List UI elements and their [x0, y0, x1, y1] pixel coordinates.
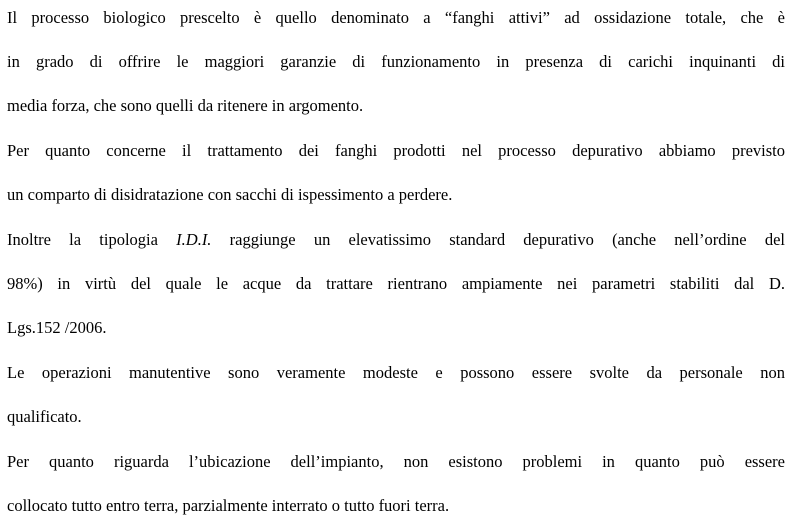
paragraph-4-line-2: qualificato.	[7, 407, 82, 426]
paragraph-2-line-1: Per quanto concerne il trattamento dei fanghi prodotti nel processo depurativo abbiamo previsto	[7, 141, 785, 160]
paragraph-1-line-3: media forza, che sono quelli da ritenere in argomento.	[7, 96, 364, 115]
paragraph-1-line-2: in grado di offrire le maggiori garanzie di funzionamento in presenza di carichi inquinanti di	[7, 52, 785, 71]
paragraph-3-line-1	[7, 230, 785, 250]
idi-italic-term: I.D.I.	[176, 230, 212, 249]
paragraph-2-line-2: un comparto di disidratazione con sacchi di ispessimento a perdere.	[7, 185, 453, 204]
paragraph-1-line-1: Il processo biologico prescelto è quello denominato a “fanghi attivi” ad ossidazione totale, che è	[7, 8, 785, 27]
paragraph-3-line-2: 98%) in virtù del quale le acque da trattare rientrano ampiamente nei parametri stabiliti dal D.	[7, 274, 785, 293]
paragraph-3-text-before: Inoltre la tipologia	[7, 230, 177, 249]
paragraph-3-text-after: raggiunge un elevatissimo standard depurativo (anche nell’ordine del	[211, 230, 785, 249]
paragraph-5-line-2: collocato tutto entro terra, parzialmente interrato o tutto fuori terra.	[7, 496, 450, 515]
paragraph-3-line-3: Lgs.152 /2006.	[7, 318, 107, 337]
paragraph-5-line-1: Per quanto riguarda l’ubicazione dell’impianto, non esistono problemi in quanto può essere	[7, 452, 785, 471]
paragraph-4-line-1: Le operazioni manutentive sono veramente modeste e possono essere svolte da personale non	[7, 363, 785, 382]
